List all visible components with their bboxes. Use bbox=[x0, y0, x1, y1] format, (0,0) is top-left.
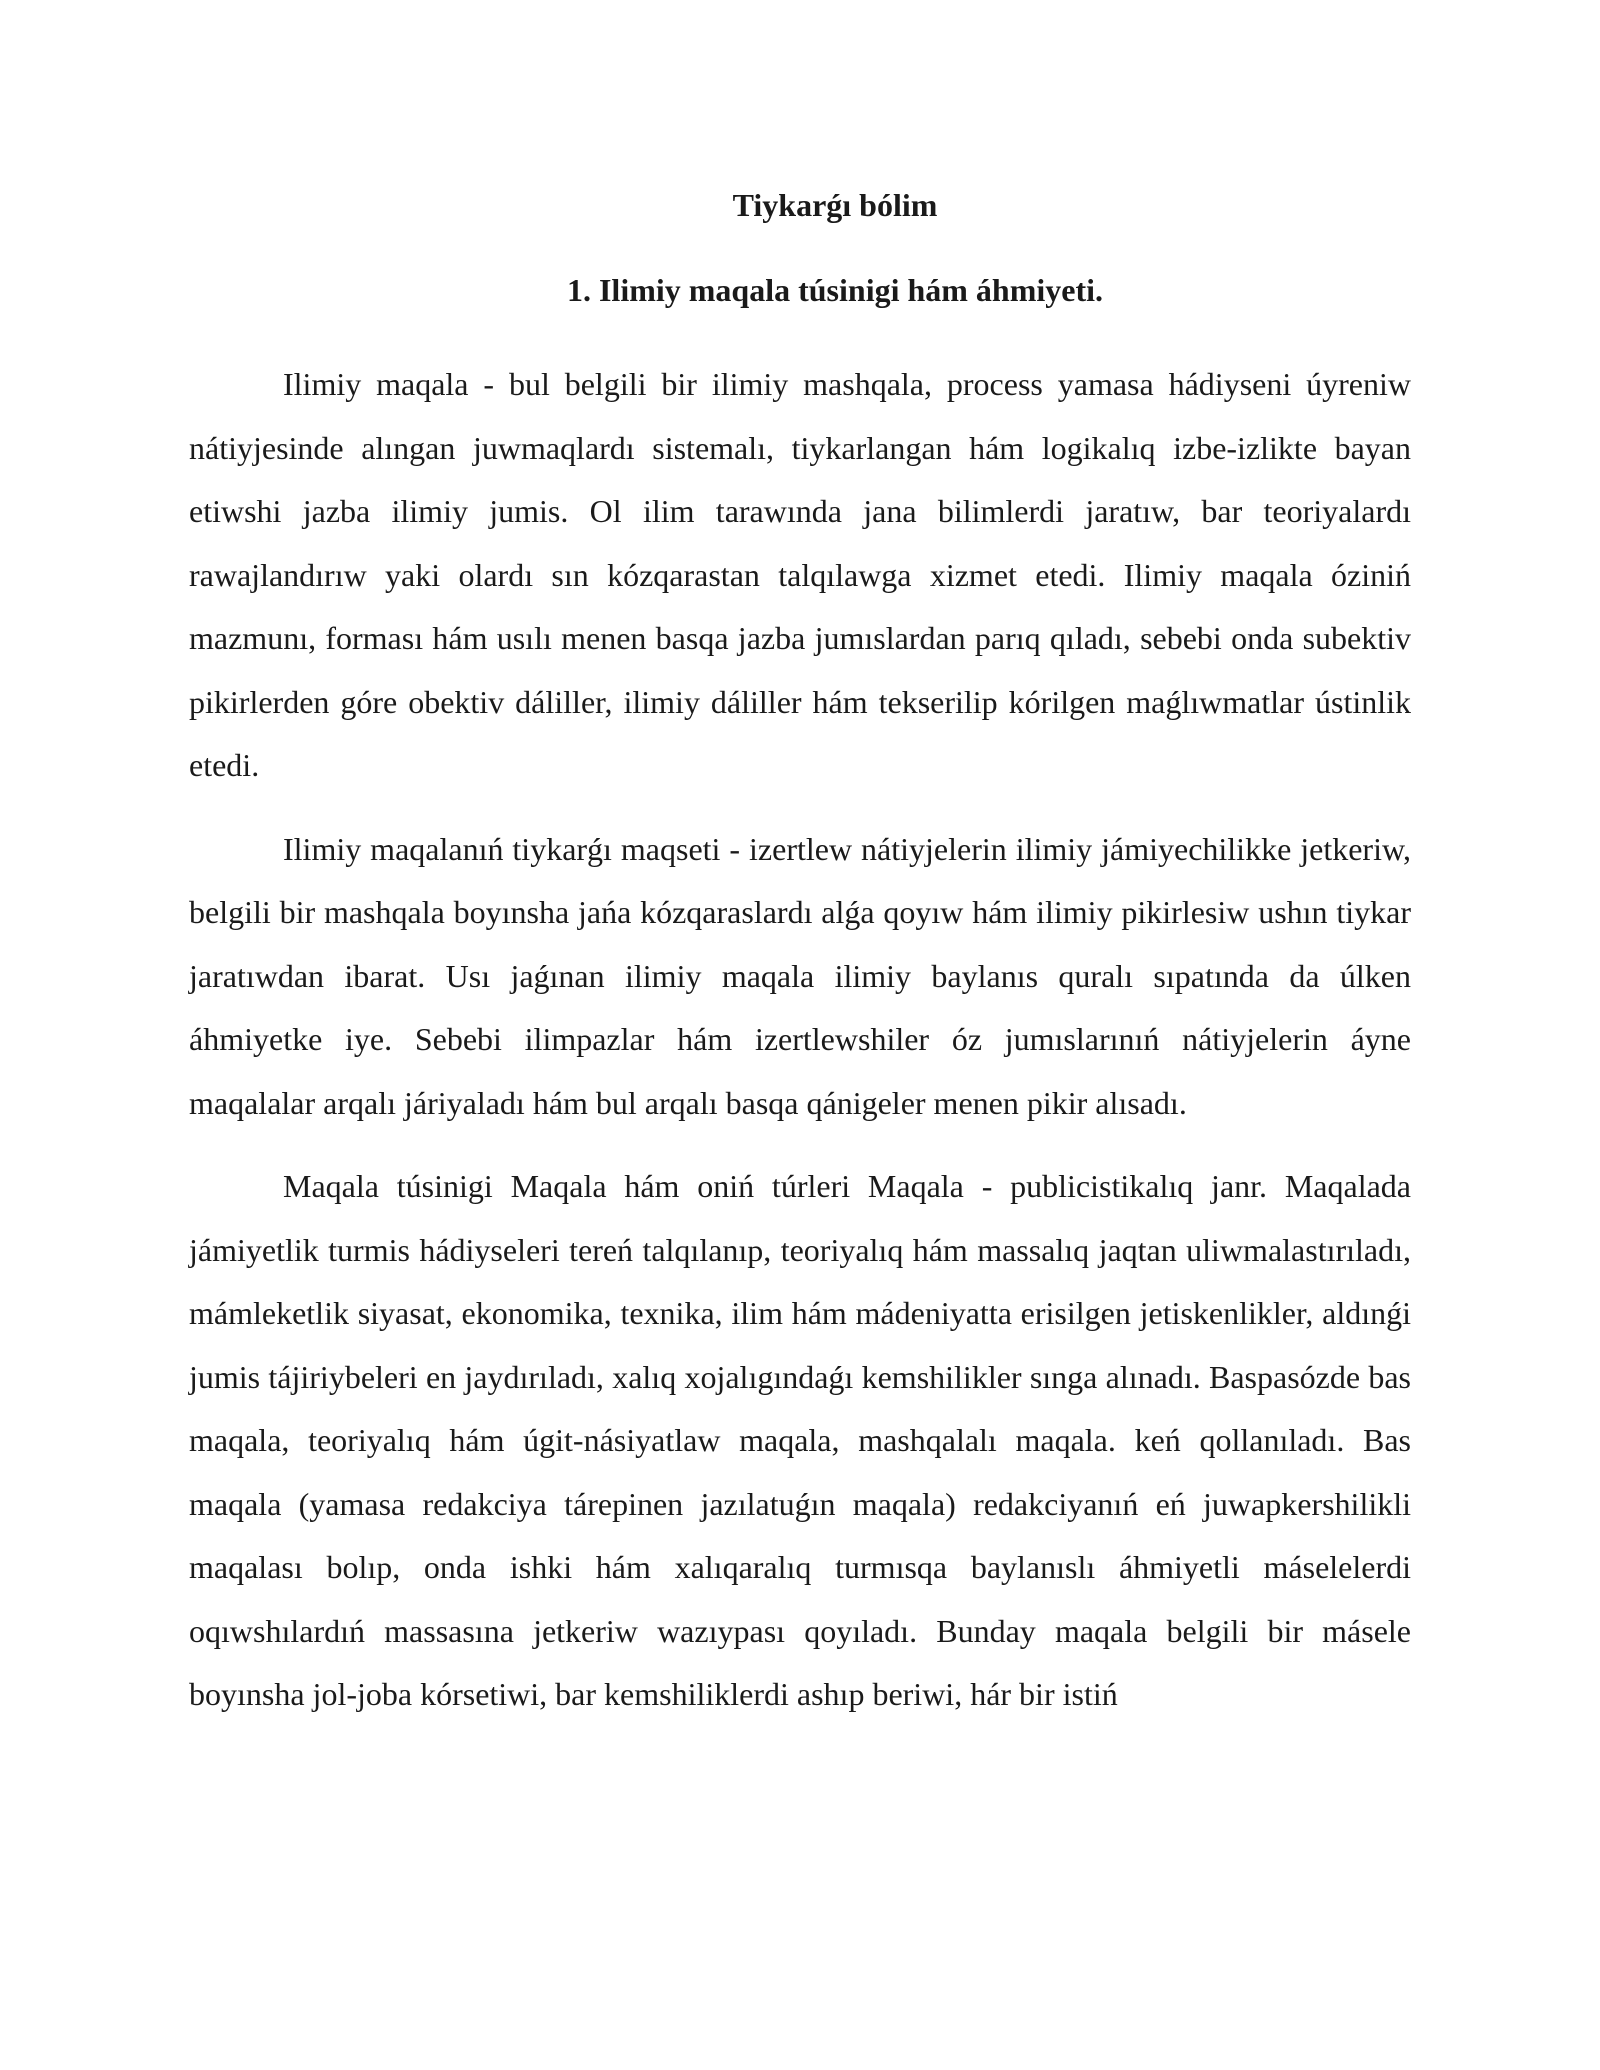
paragraph-2: Ilimiy maqalanıń tiykarǵı maqseti - izertlew nátiyjelerin ilimiy jámiyechilikke jetkeriw, belgili bir mashqala boyınsha jańa kózqaraslardı alǵa qoyıw hám ilimiy pikirlesiw ushın tiykar jaratıwdan ibarat. Usı jaǵınan ilimiy maqala ilimiy baylanıs quralı sıpatında da úlken áhmiyetke iye. Sebebi ilimpazlar hám izertlewshiler óz jumıslarınıń nátiyjelerin áyne maqalalar arqalı járiyaladı hám bul arqalı basqa qánigeler menen pikir alısadı. bbox=[189, 830, 1411, 1121]
document-title: Tiykarǵı bólim bbox=[732, 187, 938, 223]
paragraph-1: Ilimiy maqala - bul belgili bir ilimiy mashqala, process yamasa hádiyseni úyreniw nátiyjesinde alıngan juwmaqlardı sistemalı, tiykarlangan hám logikalıq izbe-izlikte bayan etiwshi jazba ilimiy jumis. Ol ilim tarawında jana bilimlerdi jaratıw, bar teoriyalardı rawajlandırıw yaki olardı sın kózqarastan talqılawga xizmet etedi. Ilimiy maqala óziniń mazmunı, forması hám usılı menen basqa jazba jumıslardan parıq qıladı, sebebi onda subektiv pikirlerden góre obektiv dáliller, ilimiy dáliller hám tekserilip kórilgen maǵlıwmatlar ústinlik etedi. bbox=[189, 366, 1411, 783]
section-heading: 1. Ilimiy maqala túsinigi hám áhmiyeti. bbox=[566, 272, 1104, 308]
paragraph-3: Maqala túsinigi Maqala hám oniń túrleri Maqala - publicistikalıq janr. Maqalada jámiyetlik turmis hádiyseleri tereń talqılanıp, teoriyalıq hám massalıq jaqtan uliwmalastırıladı, mámleketlik siyasat, ekonomika, texnika, ilim hám mádeniyatta erisilgen jetiskenlikler, aldınǵi jumis tájiriybeleri en jaydırıladı, xalıq xojalıgındaǵı kemshilikler sınga alınadı. Baspasózde bas maqala, teoriyalıq hám úgit-násiyatlaw maqala, mashqalalı maqala. keń qollanıladı. Bas maqala (yamasa redakciya tárepinen jazılatuǵın maqala) redakciyanıń eń juwapkershilikli maqalası bolıp, onda ishki hám xalıqaralıq turmısqa baylanıslı áhmiyetli máselelerdi oqıwshılardıń massasına jetkeriw wazıypası qoyıladı. Bunday maqala belgili bir másele boyınsha jol-joba kórsetiwi, bar kemshiliklerdi ashıp beriwi, hár bir istiń bbox=[189, 1168, 1411, 1712]
document-page bbox=[189, 185, 1411, 1747]
